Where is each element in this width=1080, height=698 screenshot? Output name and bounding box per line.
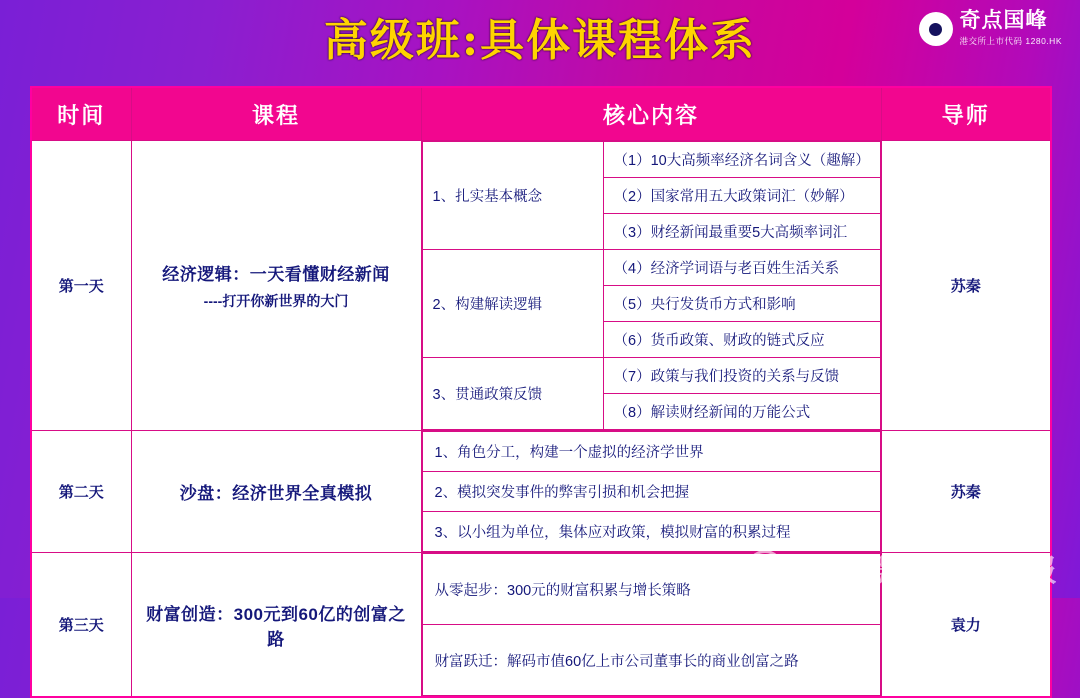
core-content-table — [422, 431, 881, 552]
core-item: （4）经济学词语与老百姓生活关系 — [603, 250, 880, 286]
core-item: 财富跃迁：解码市值60亿上市公司董事长的商业创富之路 — [422, 625, 880, 696]
core-item: （5）央行发货币方式和影响 — [603, 286, 880, 322]
core-row — [422, 358, 880, 394]
core-content-cell — [421, 431, 881, 553]
column-header-course: 课程 — [131, 87, 421, 141]
day-label: 第二天 — [31, 431, 131, 553]
course-subtitle: ----打开你新世界的大门 — [203, 293, 349, 309]
eye-icon — [919, 12, 953, 46]
column-header-teacher: 导师 — [881, 87, 1051, 141]
curriculum-table — [30, 86, 1052, 698]
course-title: 财富创造：300元到60亿的创富之路 — [146, 604, 406, 649]
core-item: 1、角色分工，构建一个虚拟的经济学世界 — [422, 432, 880, 472]
core-row — [422, 512, 880, 552]
table-row — [31, 141, 1051, 431]
day-label: 第三天 — [31, 553, 131, 698]
core-group-label: 1、扎实基本概念 — [422, 142, 603, 250]
core-content-table — [422, 141, 881, 430]
core-row — [422, 432, 880, 472]
core-row — [422, 554, 880, 625]
core-item: （8）解读财经新闻的万能公式 — [603, 394, 880, 430]
core-item: 从零起步：300元的财富积累与增长策略 — [422, 554, 880, 625]
table-row — [31, 553, 1051, 698]
core-content-cell — [421, 553, 881, 698]
core-item: （7）政策与我们投资的关系与反馈 — [603, 358, 880, 394]
column-header-time: 时间 — [31, 87, 131, 141]
core-item: （6）货币政策、财政的链式反应 — [603, 322, 880, 358]
core-item: （1）10大高频率经济名词含义（趣解） — [603, 142, 880, 178]
core-item: （3）财经新闻最重要5大高频率词汇 — [603, 214, 880, 250]
teacher-name: 苏秦 — [881, 431, 1051, 553]
core-row — [422, 472, 880, 512]
teacher-name: 苏秦 — [881, 141, 1051, 431]
table-row — [31, 431, 1051, 553]
course-cell — [131, 431, 421, 553]
core-row — [422, 250, 880, 286]
course-cell — [131, 553, 421, 698]
core-content-table — [422, 553, 881, 696]
brand-name: 奇点国峰 — [959, 9, 1048, 32]
day-label: 第一天 — [31, 141, 131, 431]
core-row — [422, 142, 880, 178]
core-item: 3、以小组为单位，集体应对政策，模拟财富的积累过程 — [422, 512, 880, 552]
core-group-label: 2、构建解读逻辑 — [422, 250, 603, 358]
watermark-text: 公众号 · 小诺情报 — [793, 555, 1060, 588]
teacher-name: 袁力 — [881, 553, 1051, 698]
core-row — [422, 625, 880, 696]
course-title: 沙盘：经济世界全真模拟 — [179, 484, 373, 503]
brand-subtitle: 港交所上市代码 1280.HK — [959, 36, 1062, 47]
column-header-core: 核心内容 — [421, 87, 881, 141]
core-item: （2）国家常用五大政策词汇（妙解） — [603, 178, 880, 214]
page-title: 高级班:具体课程体系 — [323, 15, 757, 66]
table-header-row — [31, 87, 1051, 141]
core-content-cell — [421, 141, 881, 431]
course-title: 经济逻辑：一天看懂财经新闻 — [162, 265, 390, 284]
core-item: 2、模拟突发事件的弊害引损和机会把握 — [422, 472, 880, 512]
core-group-label: 3、贯通政策反馈 — [422, 358, 603, 430]
course-cell — [131, 141, 421, 431]
brand-logo — [919, 10, 1062, 49]
